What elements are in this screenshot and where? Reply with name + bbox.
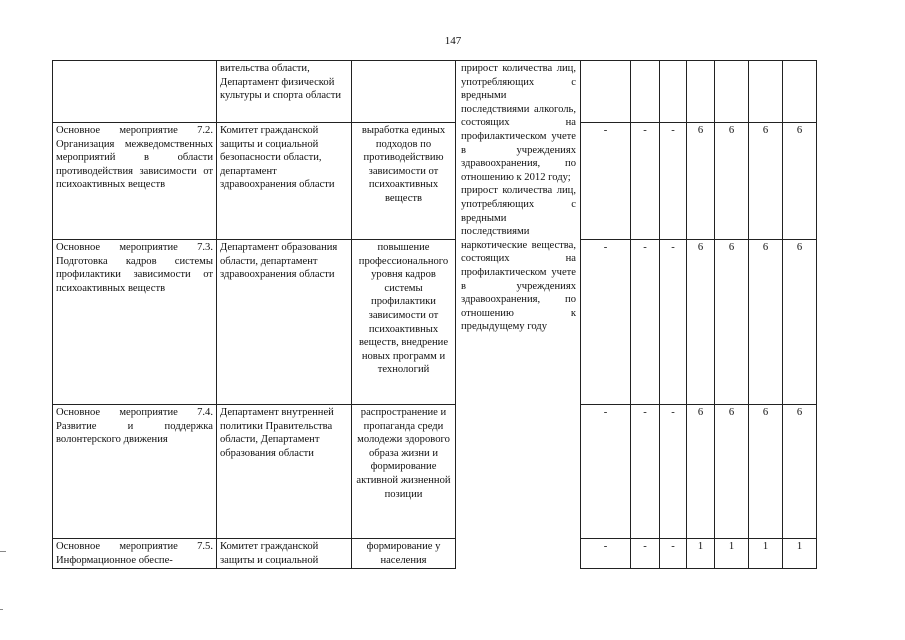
value-cell: 6 [687, 405, 715, 539]
value-cell: 6 [749, 405, 783, 539]
value-cell: - [660, 240, 687, 405]
indicator-cell-continued [456, 405, 581, 569]
measure-cell [53, 61, 217, 123]
indicator-text-drugs: прирост количества лиц, употребляющих с вредными последствиями наркотические вещества, состоящих на профилактическом учете в учреждениях здравоохранения, по отношению к предыдущему году [461, 185, 576, 333]
value-cell: - [631, 240, 660, 405]
value-cell: 6 [783, 123, 817, 240]
value-cell: 6 [749, 123, 783, 240]
measure-cell: Основное мероприятие 7.5. Информационное обеспе- [53, 539, 217, 569]
table-row [53, 405, 817, 539]
value-cell: - [631, 405, 660, 539]
value-cell [660, 61, 687, 123]
page-number: 147 [444, 35, 462, 47]
value-cell: 6 [715, 123, 749, 240]
value-cell [749, 61, 783, 123]
value-cell: - [660, 539, 687, 569]
value-cell: - [581, 240, 631, 405]
value-cell: - [581, 405, 631, 539]
value-cell: - [631, 123, 660, 240]
value-cell: 1 [715, 539, 749, 569]
value-cell: 6 [749, 240, 783, 405]
result-cell: формирование у населения [352, 539, 456, 569]
table-row [53, 539, 817, 569]
value-cell: 6 [687, 123, 715, 240]
value-cell: 6 [783, 405, 817, 539]
result-cell [352, 61, 456, 123]
value-cell [715, 61, 749, 123]
value-cell [631, 61, 660, 123]
value-cell: - [581, 539, 631, 569]
margin-mark [0, 551, 6, 552]
executor-cell: Комитет гражданской защиты и социальной [217, 539, 352, 569]
margin-mark [0, 609, 3, 610]
value-cell [581, 61, 631, 123]
value-cell: - [581, 123, 631, 240]
value-cell: 6 [687, 240, 715, 405]
table-row [53, 123, 817, 240]
executor-cell: Комитет гражданской защиты и социальной безопасности области, департамент здравоохранения области [217, 123, 352, 240]
table-row [53, 240, 817, 405]
table-row [53, 61, 817, 123]
value-cell [687, 61, 715, 123]
executor-cell: Департамент внутренней политики Правительства области, Департамент образования области [217, 405, 352, 539]
value-cell: 6 [715, 240, 749, 405]
value-cell: 1 [749, 539, 783, 569]
measure-cell: Основное мероприятие 7.4. Развитие и поддержка волонтерского движения [53, 405, 217, 539]
executor-cell: Департамент образования области, департамент здравоохранения области [217, 240, 352, 405]
value-cell: - [631, 539, 660, 569]
result-cell: выработка единых подходов по противодействию зависимости от психоактивных веществ [352, 123, 456, 240]
value-cell: 1 [687, 539, 715, 569]
measure-cell: Основное мероприятие 7.3. Подготовка кадров системы профилактики зависимости от психоактивных веществ [53, 240, 217, 405]
value-cell: - [660, 123, 687, 240]
program-measures-table [52, 60, 817, 569]
result-cell: распространение и пропаганда среди молодежи здорового образа жизни и формирование активной жизненной позиции [352, 405, 456, 539]
value-cell: - [660, 405, 687, 539]
value-cell: 6 [715, 405, 749, 539]
indicator-text-alcohol: прирост количества лиц, употребляющих с вредными последствиями алкоголь, состоящих на профилактическом учете в учреждениях здравоохранения, по отношению к 2012 году; [461, 63, 576, 183]
value-cell [783, 61, 817, 123]
value-cell: 1 [783, 539, 817, 569]
indicator-cell [456, 61, 581, 405]
result-cell: повышение профессионального уровня кадров системы профилактики зависимости от психоактивных веществ, внедрение новых программ и технологий [352, 240, 456, 405]
measure-cell: Основное мероприятие 7.2. Организация межведомственных мероприятий в области противодействия зависимости от психоактивных веществ [53, 123, 217, 240]
value-cell: 6 [783, 240, 817, 405]
executor-cell: вительства области, Департамент физической культуры и спорта области [217, 61, 352, 123]
